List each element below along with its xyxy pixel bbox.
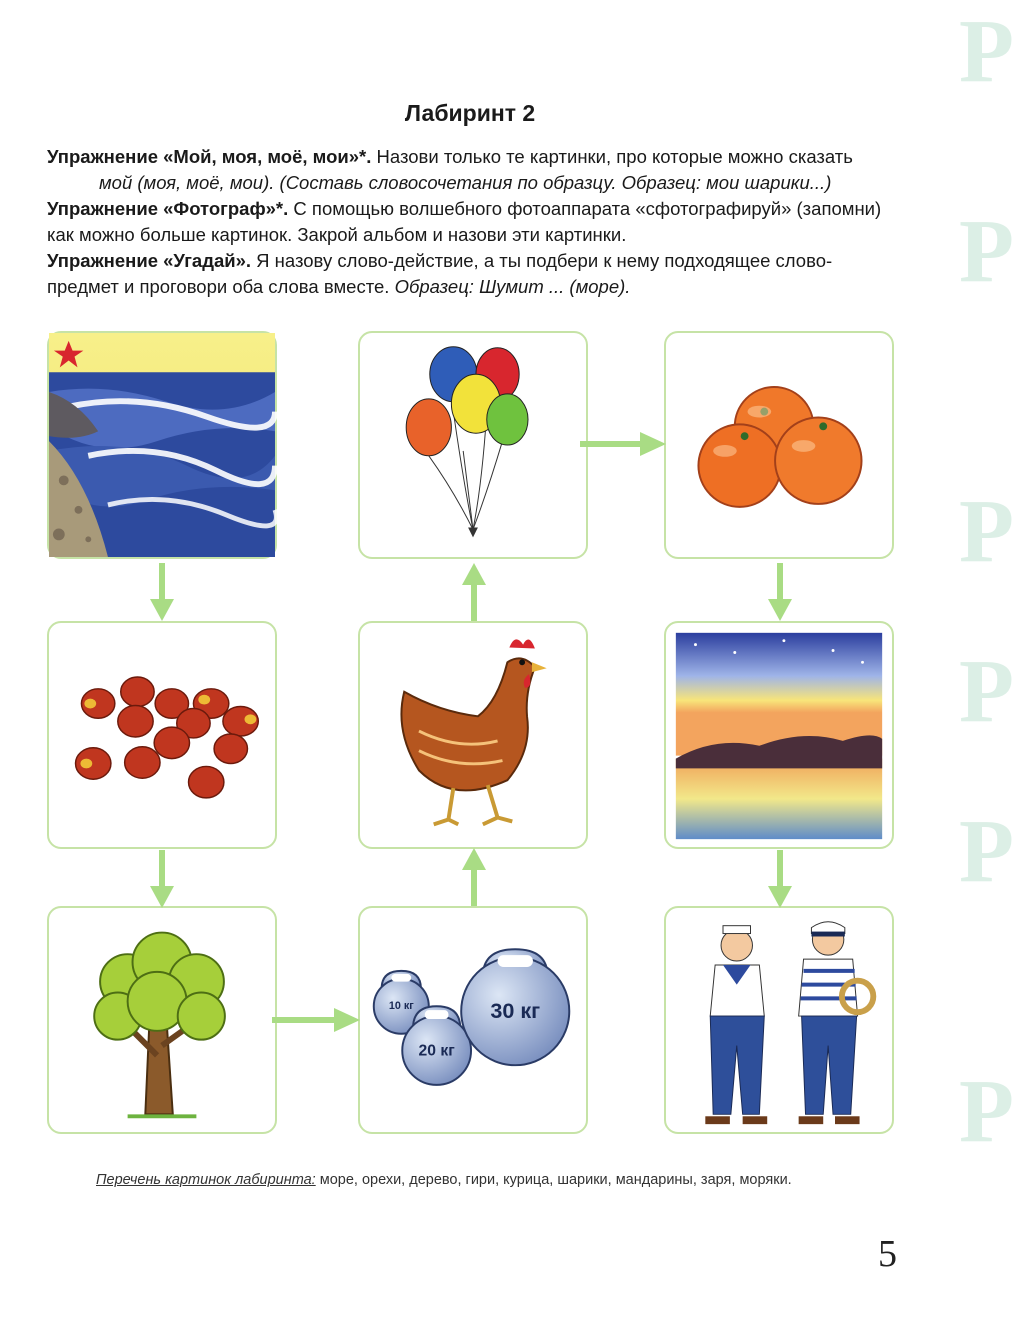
arrow-right-icon xyxy=(580,432,666,456)
card-sailors xyxy=(664,906,894,1134)
sailor-left xyxy=(705,926,767,1124)
tangerines-image xyxy=(666,333,892,557)
weight-10-label: 10 кг xyxy=(388,1000,414,1013)
exercise-1 xyxy=(47,144,900,196)
picture-list-items: море, орехи, дерево, гири, курица, шарики, мандарины, заря, моряки. xyxy=(315,1172,792,1188)
arrow-down-icon xyxy=(150,563,174,621)
exercise-2-text: С помощью волшебного фотоаппарата «сфотографируй» (запомни) как можно больше картинок. Закрой альбом и назови эти картинки. xyxy=(47,198,882,245)
card-balloons xyxy=(358,331,588,559)
exercise-2 xyxy=(47,196,900,248)
card-tangerines xyxy=(664,331,894,559)
card-weights xyxy=(358,906,588,1134)
arrow-up-icon xyxy=(462,848,486,906)
card-sea xyxy=(47,331,277,559)
card-dawn xyxy=(664,621,894,849)
nuts-image xyxy=(49,623,275,847)
sailor-right xyxy=(799,922,874,1124)
picture-list-label: Перечень картинок лабиринта: xyxy=(96,1172,316,1188)
arrow-down-icon xyxy=(768,850,792,908)
arrow-down-icon xyxy=(768,563,792,621)
hen-image xyxy=(360,623,586,847)
sea-image xyxy=(49,333,275,557)
exercise-2-name: Упражнение «Фотограф»*. xyxy=(47,198,289,219)
exercise-1-name: Упражнение «Мой, моя, моё, мои»*. xyxy=(47,146,372,167)
exercise-1-text: Назови только те картинки, про которые можно сказать xyxy=(371,146,853,167)
picture-list xyxy=(96,1172,792,1188)
weight-20-label: 20 кг xyxy=(418,1042,455,1060)
card-tree xyxy=(47,906,277,1134)
weights-image xyxy=(360,908,586,1132)
exercise-1-example: мой (моя, моё, мои). (Составь словосочетания по образцу. Образец: мои шарики...) xyxy=(99,172,832,193)
decorative-margin: Р Р Р Р Р Р xyxy=(959,2,1014,1161)
tree-image xyxy=(49,908,275,1132)
exercise-3 xyxy=(47,248,900,300)
page-title: Лабиринт 2 xyxy=(404,100,536,126)
sailors-image xyxy=(666,908,892,1132)
card-hen xyxy=(358,621,588,849)
balloons-image xyxy=(360,333,586,557)
arrow-down-icon xyxy=(150,850,174,908)
exercise-3-name: Упражнение «Угадай». xyxy=(47,250,252,271)
card-nuts xyxy=(47,621,277,849)
arrow-right-icon xyxy=(272,1008,360,1032)
weight-30-label: 30 кг xyxy=(490,998,541,1024)
arrow-up-icon xyxy=(462,563,486,621)
page-number: 5 xyxy=(878,1233,897,1275)
dawn-image xyxy=(666,623,892,847)
exercise-3-example: Образец: Шумит ... (море). xyxy=(394,276,631,297)
exercise-3-text: Я назову слово-действие, а ты подбери к нему подходящее слово-предмет и проговори оба слова вместе. xyxy=(47,250,833,297)
